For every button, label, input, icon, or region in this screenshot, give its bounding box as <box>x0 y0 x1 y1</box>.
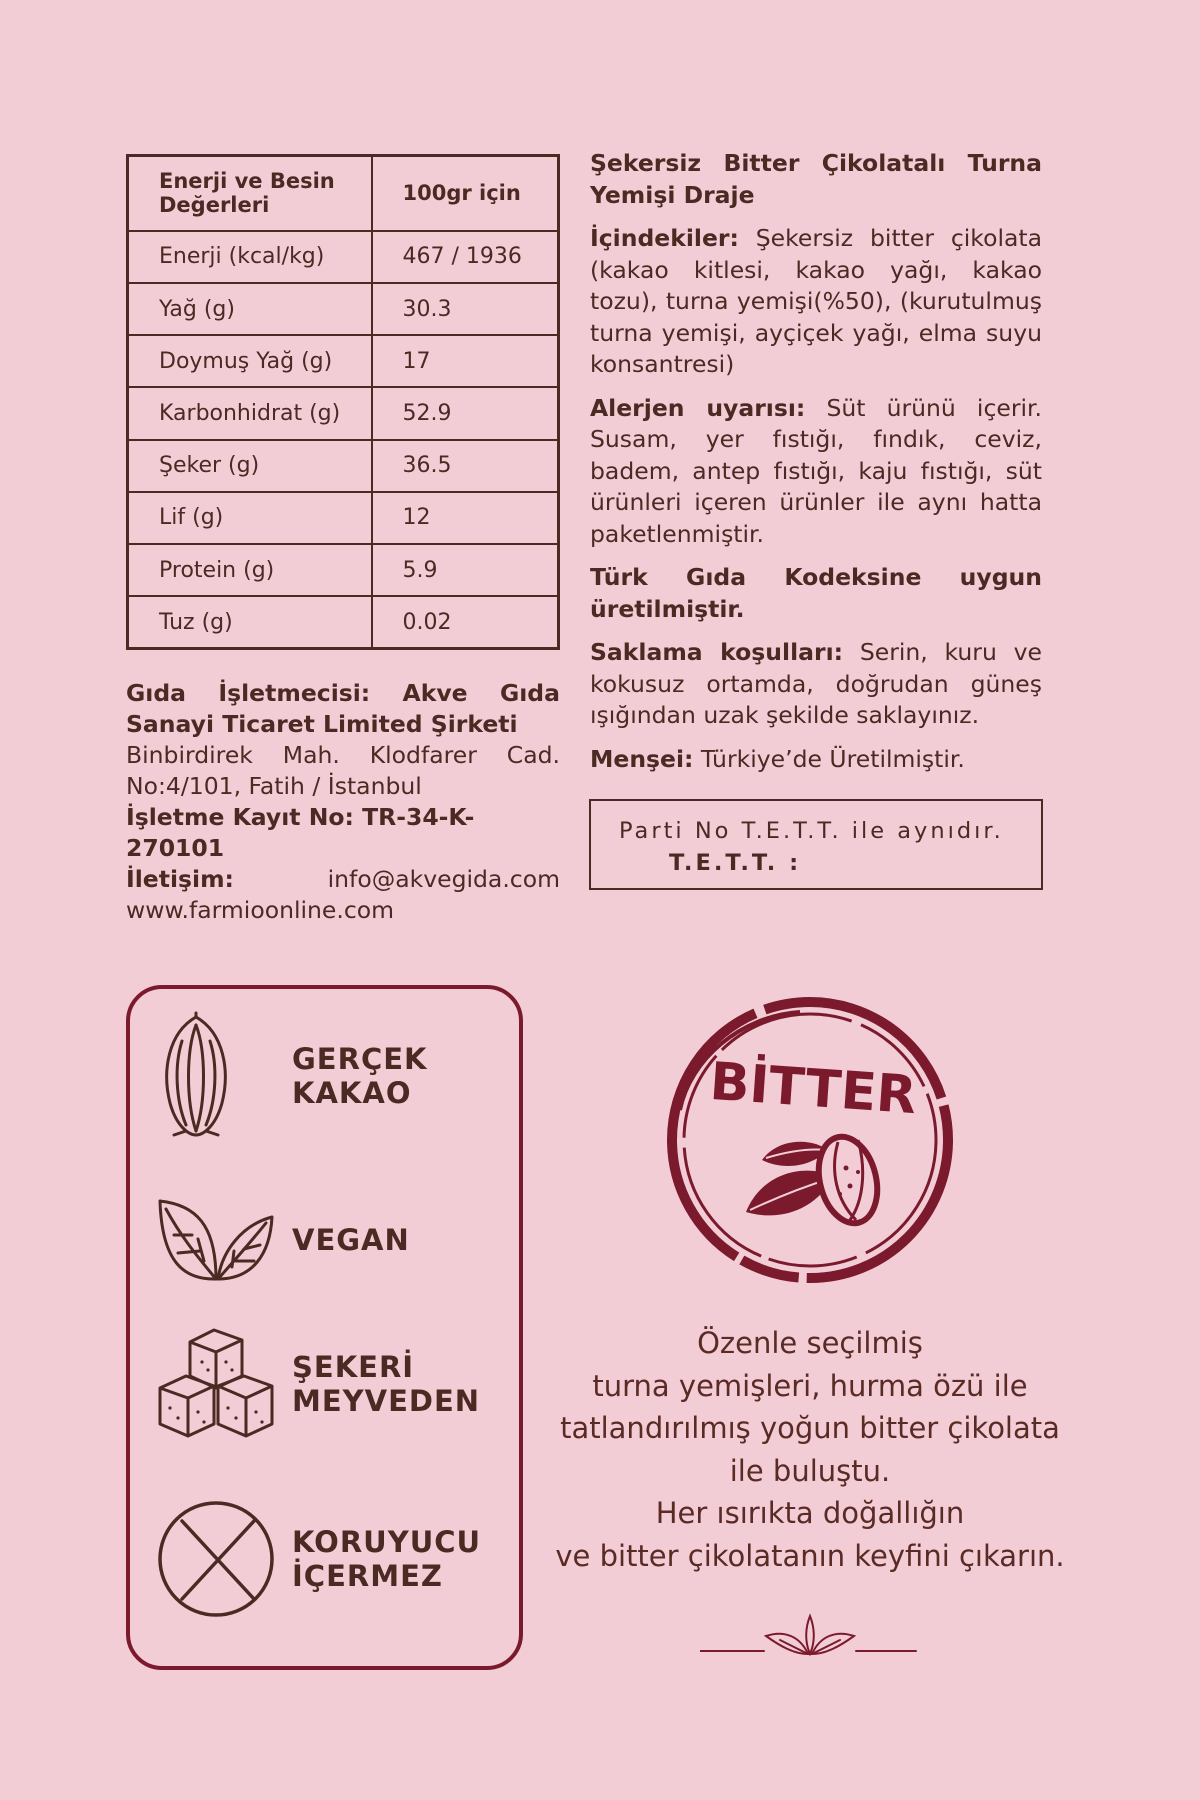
operator-address-line1: Binbirdirek Mah. Klodfarer Cad. <box>126 741 560 769</box>
nutrition-header-value: 100gr için <box>372 156 559 231</box>
origin-label: Menşei: <box>590 744 694 773</box>
leaf-ornament-icon <box>700 1610 920 1660</box>
nutrition-value: 0.02 <box>372 596 559 648</box>
nutrition-value: 467 / 1936 <box>372 231 559 283</box>
lot-number-box <box>589 799 1043 890</box>
feature-label: ŞEKERİ MEYVEDEN <box>292 1350 481 1418</box>
feature-fruit-sugar <box>156 1319 516 1449</box>
leaves-icon <box>156 1175 278 1305</box>
nutrition-row <box>128 440 559 492</box>
feature-no-preservatives <box>156 1494 516 1624</box>
origin-text: Türkiye’de Üretilmiştir. <box>700 744 965 773</box>
ingredients-label: İçindekiler: <box>590 224 739 252</box>
nutrition-value: 36.5 <box>372 440 559 492</box>
operator-registration: İşletme Kayıt No: TR-34-K-270101 <box>126 803 475 862</box>
operator-address-line2: No:4/101, Fatih / İstanbul <box>126 772 422 800</box>
storage-label: Saklama koşulları: <box>590 638 844 666</box>
feature-label: VEGAN <box>292 1223 410 1257</box>
feature-vegan <box>156 1175 516 1305</box>
nutrition-label: Protein (g) <box>128 544 372 596</box>
ingredients-text: Şekersiz bitter çikolata (kakao kitlesi, kakao yağı, kakao tozu), turna yemişi(%50), (kurutulmuş turna yemişi, ayçiçek yağı, elma suyu konsantresi) <box>590 224 1042 378</box>
operator-name-line1: Gıda İşletmecisi: Akve Gıda <box>126 679 560 707</box>
nutrition-label: Doymuş Yağ (g) <box>128 335 372 387</box>
ingredients <box>590 223 1042 381</box>
lot-text: Parti No T.E.T.T. ile aynıdır. <box>619 818 1004 844</box>
nutrition-header-label: Enerji ve Besin Değerleri <box>128 156 372 231</box>
nutrition-row <box>128 387 559 439</box>
origin <box>590 744 1042 776</box>
nutrition-row <box>128 335 559 387</box>
contact-email[interactable]: info@akvegida.com <box>327 865 560 893</box>
product-name: Şekersiz Bitter Çikolatalı Turna Yemişi Draje <box>590 149 1042 209</box>
feature-real-cocoa <box>156 1011 516 1141</box>
nutrition-value: 5.9 <box>372 544 559 596</box>
website-link[interactable]: www.farmioonline.com <box>126 896 395 924</box>
allergen-label: Alerjen uyarısı: <box>590 393 806 422</box>
nutrition-header-row <box>128 156 559 231</box>
nutrition-label: Yağ (g) <box>128 283 372 335</box>
nutrition-row <box>128 596 559 648</box>
nutrition-label: Şeker (g) <box>128 440 372 492</box>
tagline: Özenle seçilmiş turna yemişleri, hurma özü ile tatlandırılmış yoğun bitter çikolata ile buluştu. Her ısırıkta doğallığın ve bitter çikolatanın keyfini çıkarın. <box>555 1326 1065 1573</box>
nutrition-value: 17 <box>372 335 559 387</box>
feature-label: GERÇEK KAKAO <box>292 1042 428 1110</box>
product-info <box>590 148 1042 787</box>
feature-label: KORUYUCU İÇERMEZ <box>292 1525 482 1593</box>
bitter-stamp <box>650 990 970 1290</box>
nutrition-label: Lif (g) <box>128 492 372 544</box>
contact-label: İletişim: <box>126 865 234 893</box>
cocoa-pod-icon <box>156 1011 278 1141</box>
features-card <box>126 985 523 1670</box>
nutrition-label: Karbonhidrat (g) <box>128 387 372 439</box>
storage-conditions <box>590 637 1042 732</box>
nutrition-value: 12 <box>372 492 559 544</box>
nutrition-row <box>128 544 559 596</box>
sugar-cubes-icon <box>156 1319 278 1449</box>
allergen-warning <box>590 393 1042 551</box>
codex-note: Türk Gıda Kodeksine uygun üretilmiştir. <box>590 563 1042 623</box>
food-operator-info <box>126 678 560 926</box>
nutrition-row <box>128 231 559 283</box>
expiry-label: T.E.T.T. : <box>669 850 802 876</box>
nutrition-row <box>128 492 559 544</box>
operator-name-line2: Sanayi Ticaret Limited Şirketi <box>126 710 518 738</box>
nutrition-table <box>126 154 560 650</box>
cocoa-beans-icon <box>746 1131 886 1230</box>
storage-text: Serin, kuru ve kokusuz ortamda, doğrudan güneş ışığından uzak şekilde saklayınız. <box>590 638 1042 729</box>
stamp-text: BİTTER <box>708 1051 919 1127</box>
nutrition-label: Tuz (g) <box>128 596 372 648</box>
nutrition-value: 30.3 <box>372 283 559 335</box>
nutrition-row <box>128 283 559 335</box>
nutrition-value: 52.9 <box>372 387 559 439</box>
allergen-text: Süt ürünü içerir. Susam, yer fıstığı, fındık, ceviz, badem, antep fıstığı, kaju fıstığı, süt ürünleri içeren ürünler ile aynı hatta paketlenmiştir. <box>590 393 1042 548</box>
nutrition-label: Enerji (kcal/kg) <box>128 231 372 283</box>
crossed-circle-icon <box>156 1494 278 1624</box>
operator-contact <box>126 864 560 895</box>
